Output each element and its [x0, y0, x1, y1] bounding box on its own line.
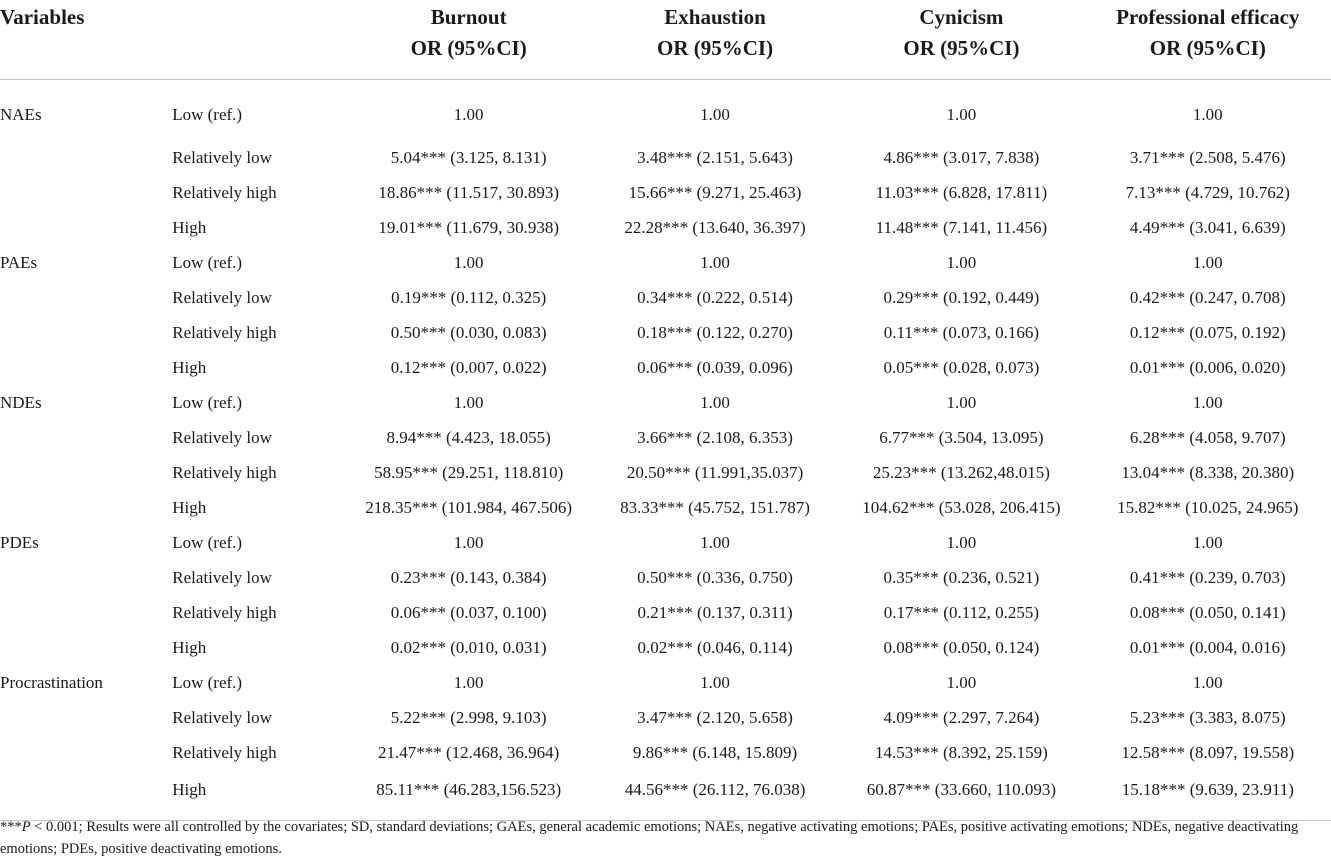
- cell-level: Low (ref.): [172, 672, 243, 692]
- cell-variable: [0, 490, 165, 525]
- table-row: [0, 210, 1331, 245]
- cell-variable: [0, 455, 165, 490]
- cell-variable: [0, 770, 165, 821]
- cell-value: 11.03*** (6.828, 17.811): [875, 182, 1048, 202]
- table-row: [0, 350, 1331, 385]
- cell-value: 12.58*** (8.097, 19.558): [1121, 742, 1295, 762]
- cell-level: Relatively high: [172, 462, 277, 482]
- cell-value: 0.06*** (0.037, 0.100): [390, 602, 547, 622]
- cell-value: 1.00: [700, 105, 730, 124]
- footnote-sig-prefix: ***: [0, 819, 22, 835]
- cell-value: 0.23*** (0.143, 0.384): [390, 567, 547, 587]
- cell-level: Relatively high: [172, 742, 277, 762]
- cell-value: 0.21*** (0.137, 0.311): [637, 602, 793, 622]
- cell-variable: [0, 595, 165, 630]
- table-row: [0, 595, 1331, 630]
- cell-value: 0.35*** (0.236, 0.521): [883, 567, 1040, 587]
- cell-value: 0.42*** (0.247, 0.708): [1129, 287, 1286, 307]
- cell-value: 1.00: [700, 252, 730, 272]
- cell-value: 18.86*** (11.517, 30.893): [378, 182, 560, 202]
- cell-value: 1.00: [1192, 105, 1223, 124]
- table-row: [0, 385, 1331, 420]
- table-header: [0, 0, 1331, 80]
- cell-variable: Procrastination: [0, 672, 103, 692]
- cell-value: 13.04*** (8.338, 20.380): [1121, 462, 1295, 482]
- cell-value: 1.00: [1192, 392, 1223, 412]
- table-footnote: [0, 816, 1331, 860]
- cell-level: High: [172, 497, 207, 517]
- header-sub-blank-2: [165, 33, 345, 80]
- cell-value: 7.13*** (4.729, 10.762): [1125, 182, 1290, 202]
- table-row: [0, 525, 1331, 560]
- cell-value: 1.00: [1192, 672, 1223, 692]
- header-variables: Variables: [0, 5, 85, 29]
- cell-value: 15.82*** (10.025, 24.965): [1117, 497, 1299, 517]
- cell-value: 3.48*** (2.151, 5.643): [637, 147, 793, 167]
- cell-value: 1.00: [453, 532, 484, 552]
- cell-variable: [0, 280, 165, 315]
- cell-value: 0.12*** (0.007, 0.022): [390, 357, 547, 377]
- cell-value: 4.49*** (3.041, 6.639): [1129, 217, 1286, 237]
- cell-variable: PDEs: [0, 532, 39, 552]
- cell-variable: [0, 700, 165, 735]
- cell-level: Relatively high: [172, 322, 277, 342]
- cell-value: 21.47*** (12.468, 36.964): [378, 742, 560, 762]
- cell-variable: [0, 560, 165, 595]
- cell-value: 0.34*** (0.222, 0.514): [637, 287, 793, 307]
- cell-value: 6.28*** (4.058, 9.707): [1129, 427, 1286, 447]
- cell-variable: [0, 735, 165, 770]
- header-stat-professional-efficacy: OR (95%CI): [1085, 33, 1331, 80]
- cell-variable: [0, 175, 165, 210]
- cell-value: 1.00: [453, 392, 484, 412]
- cell-value: 6.77*** (3.504, 13.095): [879, 427, 1044, 447]
- cell-value: 5.22*** (2.998, 9.103): [390, 707, 547, 727]
- footnote-text: < 0.001; Results were all controlled by the covariates; SD, standard deviations; GAEs, general academic emotions; NAEs, negative activating emotions; PAEs, positive activating emotions; NDEs, negative deactivating emotions; PDEs, positive deactivating emotions.: [0, 819, 1299, 857]
- table-body: [0, 80, 1331, 821]
- cell-value: 22.28*** (13.640, 36.397): [624, 217, 806, 237]
- table-row: [0, 140, 1331, 175]
- header-stat-exhaustion: OR (95%CI): [592, 33, 838, 80]
- header-level-blank: [165, 0, 345, 33]
- cell-value: 104.62*** (53.028, 206.415): [862, 497, 1061, 517]
- cell-variable: [0, 315, 165, 350]
- cell-value: 83.33*** (45.752, 151.787): [620, 497, 810, 517]
- cell-value: 25.23*** (13.262,48.015): [872, 462, 1050, 482]
- cell-level: High: [172, 637, 207, 657]
- cell-level: Relatively low: [172, 147, 272, 167]
- cell-variable: [0, 420, 165, 455]
- header-stat-burnout: OR (95%CI): [346, 33, 592, 80]
- cell-value: 0.50*** (0.336, 0.750): [637, 567, 793, 587]
- cell-value: 1.00: [946, 672, 977, 692]
- cell-variable: [0, 350, 165, 385]
- cell-value: 0.06*** (0.039, 0.096): [637, 357, 793, 377]
- cell-value: 19.01*** (11.679, 30.938): [378, 217, 560, 237]
- cell-value: 4.86*** (3.017, 7.838): [883, 147, 1040, 167]
- cell-level: Relatively high: [172, 602, 277, 622]
- cell-value: 85.11*** (46.283,156.523): [346, 770, 592, 821]
- cell-value: 0.17*** (0.112, 0.255): [883, 602, 1039, 622]
- cell-value: 8.94*** (4.423, 18.055): [386, 427, 551, 447]
- table-row: [0, 700, 1331, 735]
- table-row: [0, 735, 1331, 770]
- cell-level: Low (ref.): [172, 105, 243, 124]
- cell-value: 60.87*** (33.660, 110.093): [838, 770, 1084, 821]
- cell-value: 14.53*** (8.392, 25.159): [874, 742, 1048, 762]
- cell-level: Low (ref.): [172, 392, 243, 412]
- cell-value: 0.08*** (0.050, 0.141): [1129, 602, 1286, 622]
- cell-value: 0.29*** (0.192, 0.449): [883, 287, 1040, 307]
- cell-variable: [0, 630, 165, 665]
- table-row: [0, 280, 1331, 315]
- cell-level: High: [172, 217, 207, 237]
- cell-value: 0.01*** (0.004, 0.016): [1129, 637, 1286, 657]
- header-sub-blank-1: [0, 33, 165, 80]
- cell-value: 1.00: [700, 392, 730, 412]
- header-exhaustion: Exhaustion: [664, 5, 766, 29]
- cell-variable: [0, 210, 165, 245]
- table-row: [0, 80, 1331, 141]
- cell-value: 0.01*** (0.006, 0.020): [1129, 357, 1286, 377]
- cell-value: 3.66*** (2.108, 6.353): [637, 427, 793, 447]
- header-professional-efficacy: Professional efficacy: [1116, 5, 1300, 29]
- cell-value: 1.00: [946, 252, 977, 272]
- header-stat-cynicism: OR (95%CI): [838, 33, 1084, 80]
- cell-variable: NDEs: [0, 392, 42, 412]
- cell-value: 5.23*** (3.383, 8.075): [1129, 707, 1286, 727]
- cell-value: 0.08*** (0.050, 0.124): [883, 637, 1040, 657]
- cell-value: 20.50*** (11.991,35.037): [626, 462, 804, 482]
- cell-level: Relatively low: [172, 287, 272, 307]
- cell-value: 1.00: [453, 252, 484, 272]
- table-row: [0, 175, 1331, 210]
- cell-value: 58.95*** (29.251, 118.810): [374, 462, 564, 482]
- cell-value: 11.48*** (7.141, 11.456): [875, 217, 1048, 237]
- cell-value: 0.50*** (0.030, 0.083): [390, 322, 547, 342]
- table-row: [0, 490, 1331, 525]
- table-row: [0, 455, 1331, 490]
- table-row: [0, 770, 1331, 821]
- cell-value: 3.47*** (2.120, 5.658): [637, 707, 793, 727]
- cell-value: 15.18*** (9.639, 23.911): [1085, 770, 1331, 821]
- cell-value: 1.00: [946, 392, 977, 412]
- cell-variable: PAEs: [0, 252, 38, 272]
- cell-value: 0.05*** (0.028, 0.073): [883, 357, 1040, 377]
- header-burnout: Burnout: [430, 5, 507, 29]
- cell-value: 0.11*** (0.073, 0.166): [883, 322, 1039, 342]
- cell-value: 15.66*** (9.271, 25.463): [628, 182, 802, 202]
- cell-variable: [0, 140, 165, 175]
- header-cynicism: Cynicism: [919, 5, 1004, 29]
- cell-value: 1.00: [453, 105, 484, 124]
- cell-level: Relatively low: [172, 707, 272, 727]
- cell-value: 0.19*** (0.112, 0.325): [391, 287, 547, 307]
- cell-level: High: [165, 770, 345, 821]
- cell-value: 0.02*** (0.010, 0.031): [390, 637, 547, 657]
- table-row: [0, 315, 1331, 350]
- cell-level: Relatively high: [172, 182, 277, 202]
- cell-value: 9.86*** (6.148, 15.809): [632, 742, 798, 762]
- cell-variable: NAEs: [0, 105, 42, 124]
- cell-value: 5.04*** (3.125, 8.131): [390, 147, 547, 167]
- table-row: [0, 560, 1331, 595]
- cell-value: 0.02*** (0.046, 0.114): [637, 637, 793, 657]
- cell-level: Low (ref.): [172, 252, 243, 272]
- cell-value: 1.00: [453, 672, 484, 692]
- table-row: [0, 630, 1331, 665]
- table-row: [0, 665, 1331, 700]
- cell-level: Low (ref.): [172, 532, 243, 552]
- cell-level: Relatively low: [172, 567, 272, 587]
- table-row: [0, 245, 1331, 280]
- cell-value: 0.12*** (0.075, 0.192): [1129, 322, 1286, 342]
- cell-level: High: [172, 357, 207, 377]
- cell-value: 4.09*** (2.297, 7.264): [883, 707, 1040, 727]
- cell-value: 3.71*** (2.508, 5.476): [1129, 147, 1286, 167]
- footnote-p-symbol: P: [21, 819, 31, 835]
- cell-level: Relatively low: [172, 427, 272, 447]
- cell-value: 1.00: [946, 532, 977, 552]
- cell-value: 0.41*** (0.239, 0.703): [1129, 567, 1286, 587]
- cell-value: 1.00: [700, 532, 730, 552]
- cell-value: 44.56*** (26.112, 76.038): [592, 770, 838, 821]
- cell-value: 1.00: [700, 672, 730, 692]
- table-row: [0, 420, 1331, 455]
- cell-value: 1.00: [1192, 532, 1223, 552]
- cell-value: 1.00: [1192, 252, 1223, 272]
- cell-value: 0.18*** (0.122, 0.270): [637, 322, 793, 342]
- cell-value: 1.00: [946, 105, 977, 124]
- cell-value: 218.35*** (101.984, 467.506): [365, 497, 573, 517]
